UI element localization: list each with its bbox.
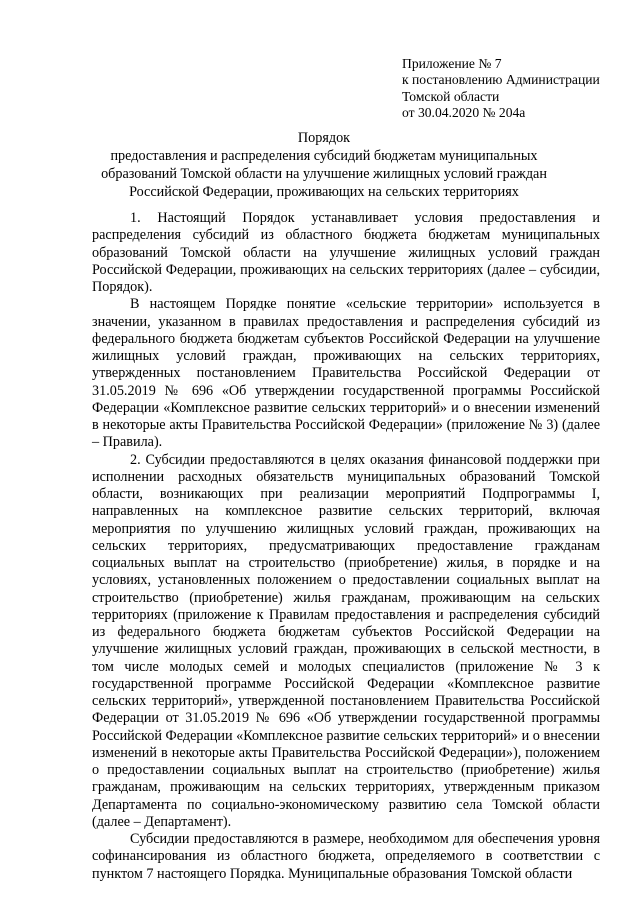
appendix-region: Томской области (402, 88, 500, 104)
document-title (92, 129, 556, 201)
title-heading: Порядок (297, 130, 351, 146)
paragraph-4: Субсидии предоставляются в размере, необходимом для обеспечения уровня софинансирования из областного бюджета, определяемого в соответствии с пунктом 7 настоящего Порядка. Муниципальные образования Томской области (92, 831, 600, 882)
document-body (92, 210, 600, 883)
appendix-header (402, 56, 617, 122)
paragraph-3: 2. Субсидии предоставляются в целях оказания финансовой поддержки при исполнении расходных обязательств муниципальных образований Томской области, возникающих при реализации мероприятий Подпрограммы I, направленных на комплексное развитие сельских территорий, включая мероприятия по улучшению жилищных условий граждан, проживающих на сельских территориях, предусматривающих предоставление гражданам социальных выплат на строительство (приобретение) жилья, в порядке и на условиях, установленных положением о предоставлении социальных выплат на строительство (приобретение) жилья гражданам, проживающим на сельских территориях (приложение к Правилам предоставления и распределения субсидий из федерального бюджета бюджетам субъектов Российской Федерации на улучшение жилищных условий граждан, проживающих в сельской местности, в том числе молодых семей и молодых специалистов (приложение № 3 к государственной программе Российской Федерации «Комплексное развитие сельских территорий», утвержденной постановлением Правительства Российской Федерации от 31.05.2019 № 696 «Об утверждении государственной программы Российской Федерации «Комплексное развитие сельских территорий» и о внесении изменений в некоторые акты Правительства Российской Федерации»), положением о предоставлении социальных выплат на строительство (приобретение) жилья гражданам, проживающим на сельских территориях, утвержденным приказом Департамента по социально-экономическому развитию села Томской области (далее – Департамент). (92, 451, 600, 830)
appendix-date: от 30.04.2020 № 204а (402, 105, 526, 121)
paragraph-1: 1. Настоящий Порядок устанавливает условия предоставления и распределения субсидий из областного бюджета бюджетам муниципальных образований Томской области на улучшение жилищных условий граждан Российской Федерации, проживающих на сельских территориях (далее – субсидии, Порядок). (92, 210, 600, 295)
paragraph-2: В настоящем Порядке понятие «сельские территории» используется в значении, указанном в правилах предоставления и распределения субсидий из федерального бюджета бюджетам субъектов Российской Федерации на улучшение жилищных условий граждан, проживающих на сельских территориях, утвержденных постановлением Правительства Российской Федерации от 31.05.2019 № 696 «Об утверждении государственной программы Российской Федерации «Комплексное развитие сельских территорий» и о внесении изменений в некоторые акты Правительства Российской Федерации» (приложение № 3) (далее – Правила). (92, 296, 600, 451)
title-line: образований Томской области на улучшение жилищных условий граждан (101, 166, 547, 182)
appendix-number: Приложение № 7 (402, 56, 502, 71)
title-line: предоставления и распределения субсидий бюджетам муниципальных (110, 148, 538, 164)
appendix-reference: к постановлению Администрации (402, 72, 600, 88)
title-line: Российской Федерации, проживающих на сельских территориях (129, 184, 519, 200)
